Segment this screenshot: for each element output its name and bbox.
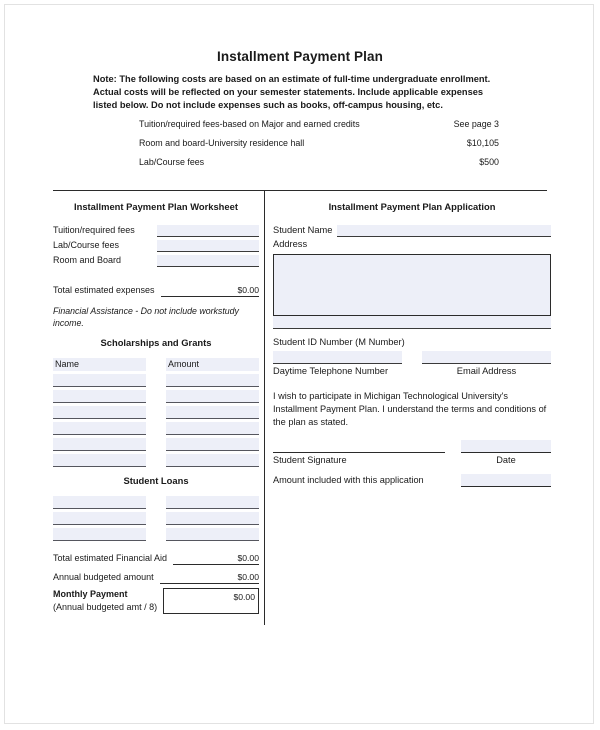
- monthly-payment-label: [53, 588, 157, 614]
- total-expenses-row: [53, 281, 259, 297]
- telephone-input[interactable]: [273, 351, 402, 364]
- scholarship-amount-input[interactable]: [166, 454, 259, 467]
- monthly-payment-value: $0.00: [163, 588, 259, 614]
- document-page: [4, 4, 594, 724]
- application-panel: [273, 201, 551, 487]
- worksheet-heading: Installment Payment Plan Worksheet: [74, 201, 238, 212]
- amount-included-row: [273, 474, 551, 487]
- loan-amount-input[interactable]: [166, 528, 259, 541]
- spacer: [53, 541, 259, 549]
- cost-value: $10,105: [466, 138, 499, 148]
- email-field-wrap: [422, 351, 551, 364]
- worksheet-expense-row: [53, 237, 259, 252]
- column-divider: [264, 191, 265, 625]
- annual-budget-label: Annual budgeted amount: [53, 572, 154, 582]
- total-expenses-label: Total estimated expenses: [53, 285, 155, 295]
- signature-label: Student Signature: [273, 454, 347, 465]
- student-loans-table: [53, 496, 259, 541]
- scholarship-name-input[interactable]: [53, 422, 146, 435]
- email-label: Email Address: [456, 366, 517, 376]
- table-row: [53, 496, 259, 509]
- total-expenses-value: $0.00: [161, 285, 259, 297]
- cost-row: [139, 157, 499, 176]
- total-financial-aid-row: [53, 549, 259, 565]
- telephone-label: Daytime Telephone Number: [273, 366, 389, 376]
- monthly-payment-label-line2: (Annual budgeted amt / 8): [53, 602, 158, 612]
- cost-label: Tuition/required fees-based on Major and earned credits: [139, 119, 360, 129]
- room-and-board-input[interactable]: [157, 255, 259, 267]
- loan-amount-input[interactable]: [166, 512, 259, 525]
- lab-course-fees-input[interactable]: [157, 240, 259, 252]
- signature-block: [273, 440, 551, 487]
- worksheet-panel: [53, 201, 259, 612]
- date-input[interactable]: [461, 440, 551, 453]
- column-header-name: Name: [53, 358, 146, 371]
- table-row: [53, 422, 259, 435]
- spacer: [53, 267, 259, 281]
- table-row: [53, 406, 259, 419]
- spacer: [53, 467, 259, 475]
- financial-assistance-note: Financial Assistance - Do not include workstudy income.: [53, 306, 239, 328]
- scholarship-name-input[interactable]: [53, 374, 146, 387]
- monthly-payment-label-line1: Monthly Payment: [53, 589, 128, 599]
- total-financial-aid-value: $0.00: [173, 553, 259, 565]
- student-id-label: Student ID Number (M Number): [273, 337, 405, 347]
- header-divider: [53, 190, 547, 191]
- address-input[interactable]: [273, 254, 551, 316]
- scholarship-name-input[interactable]: [53, 390, 146, 403]
- annual-budget-row: [53, 568, 259, 584]
- expense-label: Room and Board: [53, 255, 122, 265]
- spacer: [53, 329, 259, 337]
- cost-label: Lab/Course fees: [139, 157, 205, 167]
- loan-name-input[interactable]: [53, 496, 146, 509]
- note-paragraph: Note: The following costs are based on an estimate of full-time undergraduate enrollment. Actual costs will be reflected on your semester statements. Include applicable expenses listed below. Do not include expenses such as books, off-campus housing, etc.: [93, 74, 491, 111]
- cost-row: [139, 119, 499, 138]
- contact-captions-row: [273, 366, 551, 376]
- scholarship-name-input[interactable]: [53, 454, 146, 467]
- total-financial-aid-label: Total estimated Financial Aid: [53, 553, 168, 563]
- address-label: Address: [273, 239, 308, 249]
- table-row: [53, 528, 259, 541]
- student-name-row: [273, 222, 551, 237]
- cost-row: [139, 138, 499, 157]
- scholarships-table: [53, 358, 259, 467]
- page-title: Installment Payment Plan: [217, 49, 383, 64]
- application-heading: Installment Payment Plan Application: [328, 201, 496, 212]
- student-name-label: Student Name: [273, 225, 333, 235]
- scholarship-amount-input[interactable]: [166, 390, 259, 403]
- loan-name-input[interactable]: [53, 528, 146, 541]
- worksheet-expense-row: [53, 222, 259, 237]
- expense-label: Tuition/required fees: [53, 225, 135, 235]
- scholarship-amount-input[interactable]: [166, 422, 259, 435]
- email-input[interactable]: [422, 351, 551, 364]
- contact-fields-row: [273, 351, 551, 364]
- loan-amount-input[interactable]: [166, 496, 259, 509]
- table-row: [53, 512, 259, 525]
- scholarships-heading: Scholarships and Grants: [100, 337, 212, 348]
- cost-label: Room and board-University residence hall: [139, 138, 305, 148]
- table-row: [53, 374, 259, 387]
- loan-name-input[interactable]: [53, 512, 146, 525]
- student-id-row: [273, 336, 551, 349]
- scholarships-header-row: [53, 358, 259, 371]
- scholarship-amount-input[interactable]: [166, 374, 259, 387]
- student-loans-heading: Student Loans: [123, 475, 189, 486]
- signature-row: [273, 440, 551, 453]
- signature-captions-row: [273, 455, 551, 465]
- telephone-field-wrap: [273, 351, 402, 364]
- worksheet-expense-row: [53, 252, 259, 267]
- annual-budget-value: $0.00: [160, 572, 259, 584]
- table-row: [53, 438, 259, 451]
- scholarship-name-input[interactable]: [53, 438, 146, 451]
- table-row: [53, 390, 259, 403]
- amount-included-input[interactable]: [461, 474, 551, 487]
- cost-value: See page 3: [453, 119, 499, 129]
- address-extra-line-input[interactable]: [273, 316, 551, 329]
- signature-input[interactable]: [273, 440, 445, 453]
- cost-estimate-list: [139, 119, 499, 176]
- scholarship-amount-input[interactable]: [166, 438, 259, 451]
- scholarship-name-input[interactable]: [53, 406, 146, 419]
- table-row: [53, 454, 259, 467]
- consent-paragraph: I wish to participate in Michigan Technological University's Installment Payment Plan. I understand the terms and conditions of the plan as stated.: [273, 391, 547, 428]
- expense-label: Lab/Course fees: [53, 240, 120, 250]
- scholarship-amount-input[interactable]: [166, 406, 259, 419]
- student-name-input[interactable]: [337, 225, 551, 237]
- tuition-fees-input[interactable]: [157, 225, 259, 237]
- column-header-amount: Amount: [166, 358, 259, 371]
- monthly-payment-row: [53, 588, 259, 612]
- amount-included-label: Amount included with this application: [273, 474, 424, 485]
- cost-value: $500: [479, 157, 499, 167]
- date-label: Date: [496, 454, 516, 465]
